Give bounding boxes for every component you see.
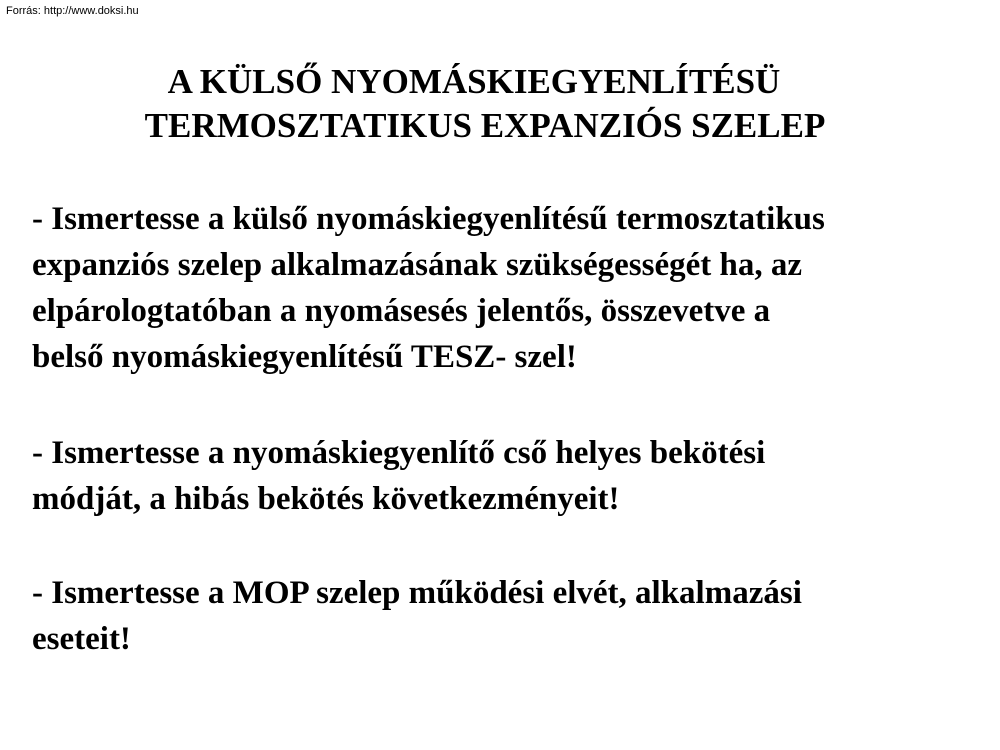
question-1-line-4: belső nyomáskiegyenlítésű TESZ- szel! (32, 339, 577, 375)
question-2-line-2: módját, a hibás bekötés következményeit! (32, 481, 620, 517)
title-line-2: TERMOSZTATIKUS EXPANZIÓS SZELEP (144, 106, 826, 145)
question-1-line-3: elpárologtatóban a nyomásesés jelentős, összevetve a (32, 293, 771, 329)
question-1-line-2: expanziós szelep alkalmazásának szükségességét ha, az (32, 247, 802, 283)
question-1-line-1: - Ismertesse a külső nyomáskiegyenlítésű termosztatikus (32, 201, 825, 237)
question-2-line-1: - Ismertesse a nyomáskiegyenlítő cső helyes bekötési (32, 435, 766, 471)
title-line-1: A KÜLSŐ NYOMÁSKIEGYENLÍTÉSÜ (167, 62, 781, 101)
question-3-line-1: - Ismertesse a MOP szelep működési elvét, alkalmazási (32, 575, 802, 611)
question-3-line-2: eseteit! (32, 621, 131, 657)
question-3 (32, 570, 982, 662)
page-title (70, 60, 900, 148)
question-1 (32, 196, 982, 380)
question-2 (32, 430, 982, 522)
source-note: Forrás: http://www.doksi.hu (6, 5, 139, 17)
